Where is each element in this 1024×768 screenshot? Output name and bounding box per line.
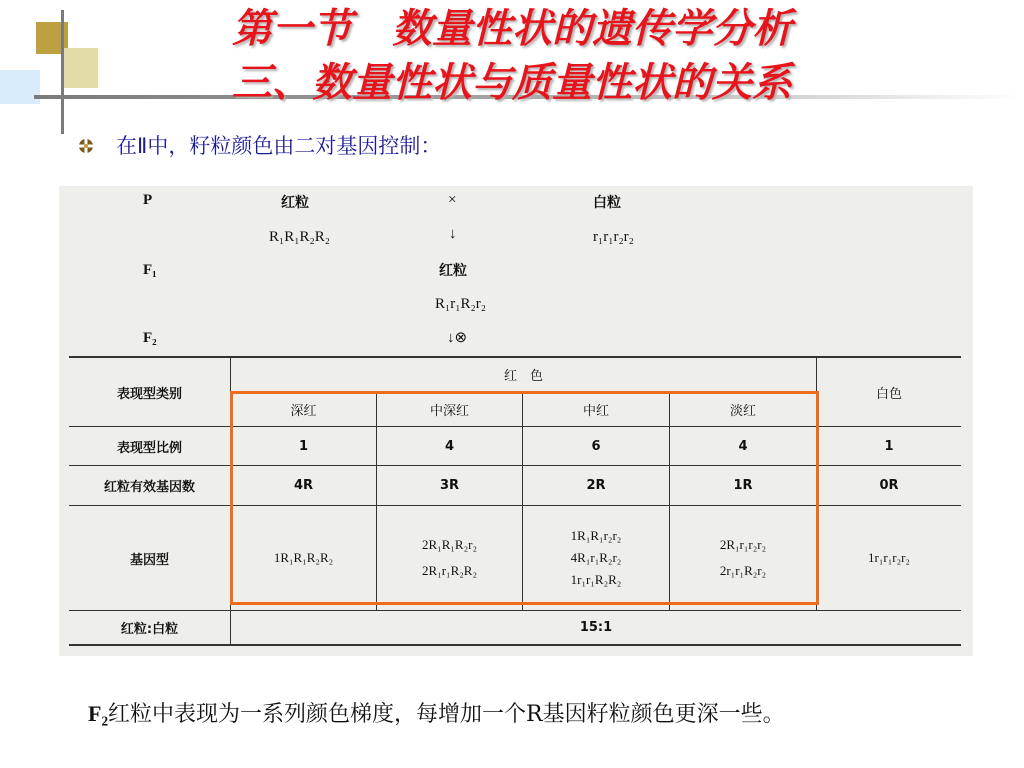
p1-phenotype: 红粒	[281, 195, 309, 211]
row-header-red-white-ratio: 红粒:白粒	[120, 622, 179, 637]
row-header-phenotype-ratio: 表现型比例	[116, 440, 182, 456]
down-arrow-icon: ↓	[449, 226, 457, 242]
genotype-line: 2R₁R₁R₂r₂	[422, 537, 477, 552]
genotype-line: 1R₁R₁R₂R₂	[273, 550, 334, 565]
row-header-genotype: 基因型	[129, 552, 169, 568]
shade-header: 深红	[290, 403, 317, 419]
cross-circle-bullet-icon	[78, 138, 94, 154]
genotype-line: 1r₁r₁r₂r₂	[868, 550, 910, 565]
slide-title: 第一节 数量性状的遗传学分析	[232, 5, 792, 52]
p2-genotype: r₁r₁r₂r₂	[593, 229, 634, 245]
genotype-line: 2R₁r₁r₂r₂	[719, 537, 767, 552]
red-white-ratio-value: 15:1	[579, 620, 613, 635]
p-generation-label: P	[143, 192, 153, 208]
p2-phenotype: 白粒	[593, 195, 621, 211]
effective-genes-cell: 2R	[586, 478, 606, 493]
genotype-cell	[817, 506, 961, 610]
highlight-box	[230, 391, 819, 605]
ratio-cell: 6	[591, 438, 601, 454]
genotype-line: 2R₁r₁R₂R₂	[422, 563, 477, 578]
genotype-line: 1r₁r₁R₂R₂	[570, 572, 622, 587]
genetics-figure	[59, 186, 973, 656]
shade-header: 中深红	[429, 403, 469, 419]
f1-phenotype: 红粒	[439, 263, 467, 279]
f2-label: F₂	[88, 701, 109, 726]
f2-generation-label: F₂	[143, 330, 157, 346]
ratio-cell: 1	[298, 438, 309, 454]
table-bottom-rule	[69, 644, 961, 646]
slide-subtitle: 三、数量性状与质量性状的关系	[232, 59, 792, 106]
f1-genotype: R₁r₁R₂r₂	[435, 296, 486, 312]
cross-symbol: ×	[448, 192, 457, 208]
row-header-effective-genes: 红粒有效基因数	[103, 480, 195, 495]
ratio-cell: 1	[884, 438, 894, 454]
row-header-phenotype-class: 表现型类别	[116, 386, 182, 402]
f1-generation-label: F₁	[143, 262, 157, 278]
white-color-header: 白色	[875, 386, 902, 402]
genotype-line: 4R₁r₁R₂r₂	[570, 550, 622, 565]
selfing-arrow-icon: ↓⊗	[447, 330, 468, 346]
p1-genotype: R₁R₁R₂R₂	[269, 229, 330, 245]
genotype-line: 1R₁R₁r₂r₂	[570, 528, 622, 543]
genotype-line: 2r₁r₁R₂r₂	[719, 563, 767, 578]
ratio-cell: 4	[444, 438, 455, 454]
bullet-text: 在Ⅱ中，籽粒颜色由二对基因控制：	[116, 134, 442, 158]
effective-genes-cell: 0R	[879, 478, 899, 493]
shade-header: 淡红	[729, 403, 756, 419]
conclusion-text	[88, 700, 785, 729]
effective-genes-cell: 4R	[293, 478, 314, 493]
shade-header: 中红	[582, 403, 609, 419]
red-color-header: 红 色	[503, 369, 543, 384]
effective-genes-cell: 3R	[439, 478, 460, 493]
ratio-cell: 4	[738, 438, 748, 454]
effective-genes-cell: 1R	[733, 478, 753, 493]
conclusion-body: 红粒中表现为一系列颜色梯度，每增加一个R基因籽粒颜色更深一些。	[108, 702, 785, 727]
